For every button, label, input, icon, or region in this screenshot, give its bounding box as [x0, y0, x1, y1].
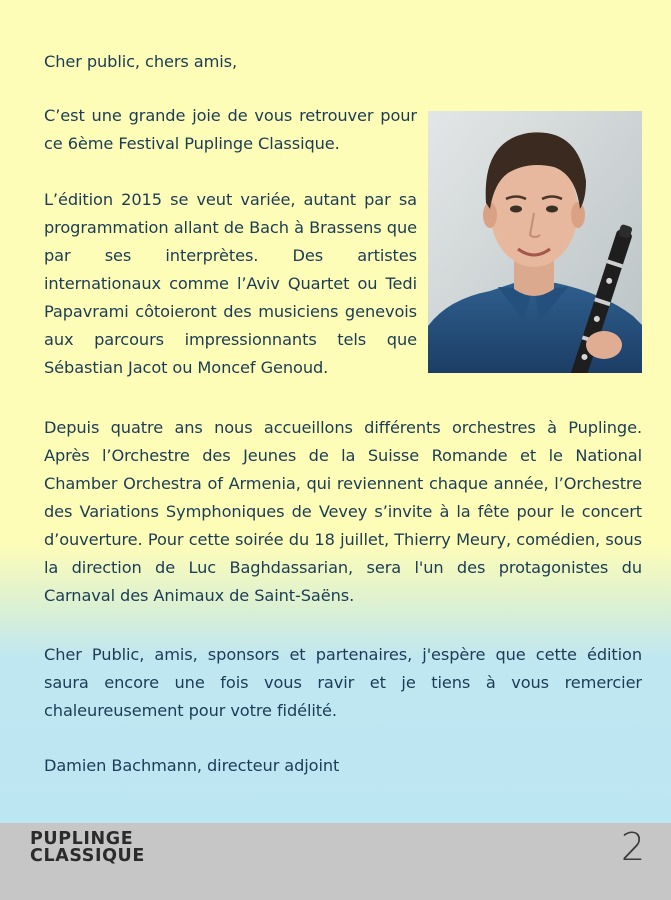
paragraph-orchestras: Depuis quatre ans nous accueillons différents orchestres à Puplinge. Après l’Orchestre des Jeunes de la Suisse Romande et le National Chamber Orchestra of Armenia, qui reviennent chaque année, l’Orchestre des Variations Symphoniques de Vevey s’invite à la fête pour le concert d’ouverture. Pour cette soirée du 18 juillet, Thierry Meury, comédien, sous la direction de Luc Baghdassarian, sera l'un des protagonistes du Carnaval des Animaux de Saint-Saëns. [44, 418, 642, 605]
festival-logo [30, 831, 170, 865]
paragraph-intro: C’est une grande joie de vous retrouver pour ce 6ème Festival Puplinge Classique. [44, 106, 417, 153]
page-number: 2 [620, 825, 645, 869]
portrait-photo [428, 111, 642, 373]
logo-line-2: CLASSIQUE [30, 846, 145, 866]
signature: Damien Bachmann, directeur adjoint [44, 756, 340, 775]
greeting: Cher public, chers amis, [44, 52, 238, 71]
paragraph-edition: L’édition 2015 se veut variée, autant par sa programmation allant de Bach à Brassens que par ses interprètes. Des artistes internationaux comme l’Aviv Quartet ou Tedi Papavrami côtoieront des musiciens genevois aux parcours impressionnants tels que Sébastian Jacot ou Moncef Genoud. [44, 190, 417, 377]
page-footer [0, 823, 671, 900]
logo-line-1: PUPLINGE [30, 829, 134, 849]
paragraph-thanks: Cher Public, amis, sponsors et partenaires, j'espère que cette édition saura encore une fois vous ravir et je tiens à vous remercier chaleureusement pour votre fidélité. [44, 645, 642, 720]
